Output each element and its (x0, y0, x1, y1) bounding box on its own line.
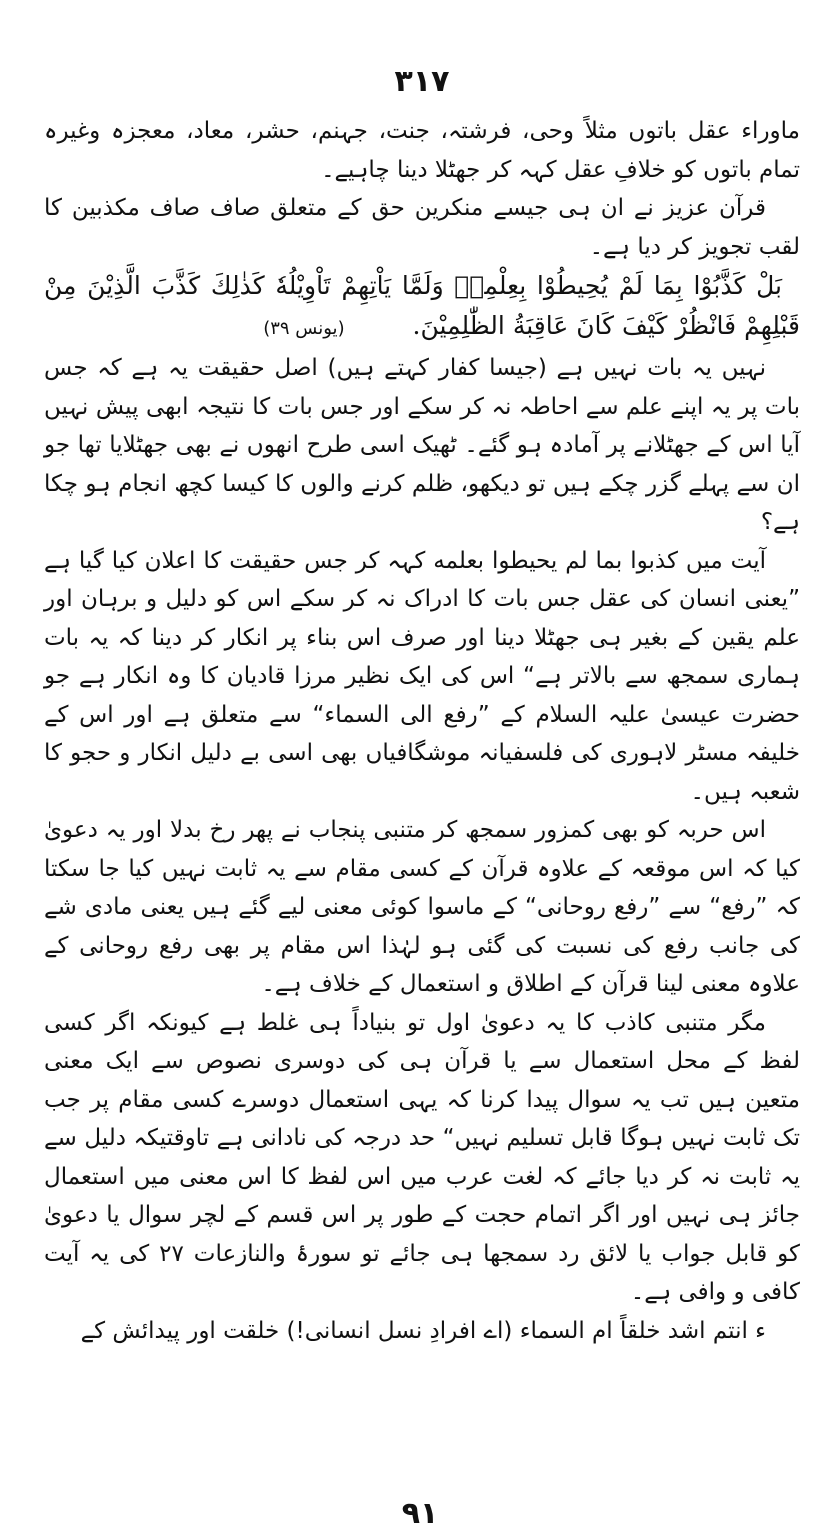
paragraph-5: اس حربہ کو بھی کمزور سمجھ کر متنبی پنجاب نے پھر رخ بدلا اور یہ دعویٰ کیا کہ اس موقعہ کے علاوہ قرآن کے کسی مقام سے یہ ثابت نہیں کیا جا سکتا کہ ”رفع“ سے ”رفع روحانی“ کے ماسوا کوئی معنی لیے گئے ہیں یعنی مادی شے کی جانب رفع کی نسبت کی گئی ہو لہٰذا اس مقام پر بھی رفع روحانی کے علاوہ معنی لینا قرآن کے اطلاق و استعمال کے خلاف ہے۔ (44, 817, 800, 997)
verse-text: بَلْ كَذَّبُوْا بِمَا لَمْ يُحِيطُوْا بِعِلْمِهٖ وَلَمَّا يَاْتِهِمْ تَاْوِيْلُهٗ كَذٰلِكَ كَذَّبَ الَّذِيْنَ مِنْ قَبْلِهِمْ فَانْظُرْ كَيْفَ كَانَ عَاقِبَةُ الظّٰلِمِيْنَ. (44, 271, 800, 340)
paragraph-6: مگر متنبی کاذب کا یہ دعویٰ اول تو بنیاداً ہی غلط ہے کیونکہ اگر کسی لفظ کے محل استعمال سے یا قرآن ہی کی دوسری نصوص سے ایک معنی متعین ہیں تب یہ سوال پیدا کرنا کہ یہی استعمال دوسرے کسی مقام پر جب تک ثابت نہیں ہوگا قابل تسلیم نہیں“ حد درجہ کی نادانی ہے تاوقتیکہ دلیل سے یہ ثابت نہ کر دیا جائے کہ لغت عرب میں اس لفظ کا اس معنی میں استعمال جائز ہی نہیں اور اگر اتمام حجت کے طور پر اس قسم کے لچر سوال یا دعویٰ کو قابل جواب یا لائق رد سمجھا ہی جائے تو سورۂ والنازعات ۲۷ کی یہ آیت کافی و وافی ہے۔ (44, 1009, 800, 1305)
paragraph-7: ء انتم اشد خلقاً ام السماء (اے افرادِ نسل انسانی!) خلقت اور پیدائش کے (80, 1317, 766, 1344)
paragraph-3: نہیں یہ بات نہیں ہے (جیسا کفار کہتے ہیں) اصل حقیقت یہ ہے کہ جس بات پر یہ اپنے علم سے احاطہ نہ کر سکے اور جس بات کا نتیجہ ابھی پیش نہیں آیا اس کے جھٹلانے پر آمادہ ہو گئے۔ ٹھیک اسی طرح انھوں نے بھی جھٹلایا تھا جو ان سے پہلے گزر چکے ہیں تو دیکھو، ظلم کرنے والوں کا کیسا کچھ انجام ہو چکا ہے؟ (44, 355, 800, 535)
quran-verse (44, 266, 800, 349)
verse-reference: (یونس ۳۹) (263, 318, 345, 339)
paragraph-2: قرآن عزیز نے ان ہی جیسے منکرین حق کے متعلق صاف صاف مکذبین کا لقب تجویز کر دیا ہے۔ (44, 195, 800, 260)
paragraph-4: آیت میں کذبوا بما لم یحیطوا بعلمه کہہ کر جس حقیقت کا اعلان کیا گیا ہے ”یعنی انسان کی عقل جس بات کا ادراک نہ کر سکے اس کو دلیل و برہان اور علم یقین کے بغیر ہی جھٹلا دینا اور صرف اس بناء پر انکار کر دینا کہ یہ بات ہماری سمجھ سے بالاتر ہے“ اس کی ایک نظیر مرزا قادیان کا وہ انکار ہے جو حضرت عیسیٰ علیہ السلام کے ”رفع الی السماء“ سے متعلق ہے اور اس کے خلیفہ مسٹر لاہوری کی فلسفیانہ موشگافیاں بھی اسی بے دلیل انکار و حجو کا شعبہ ہیں۔ (44, 547, 800, 805)
page-number-top: ۳۱۷ (394, 64, 450, 99)
page-number-bottom: ۹۱ (401, 1496, 439, 1531)
paragraph-1: ماوراء عقل باتوں مثلاً وحی، فرشتہ، جنت، جہنم، حشر، معاد، معجزہ وغیرہ تمام باتوں کو خلافِ عقل کہہ کر جھٹلا دینا چاہیے۔ (44, 118, 800, 183)
page-body (44, 112, 800, 1350)
